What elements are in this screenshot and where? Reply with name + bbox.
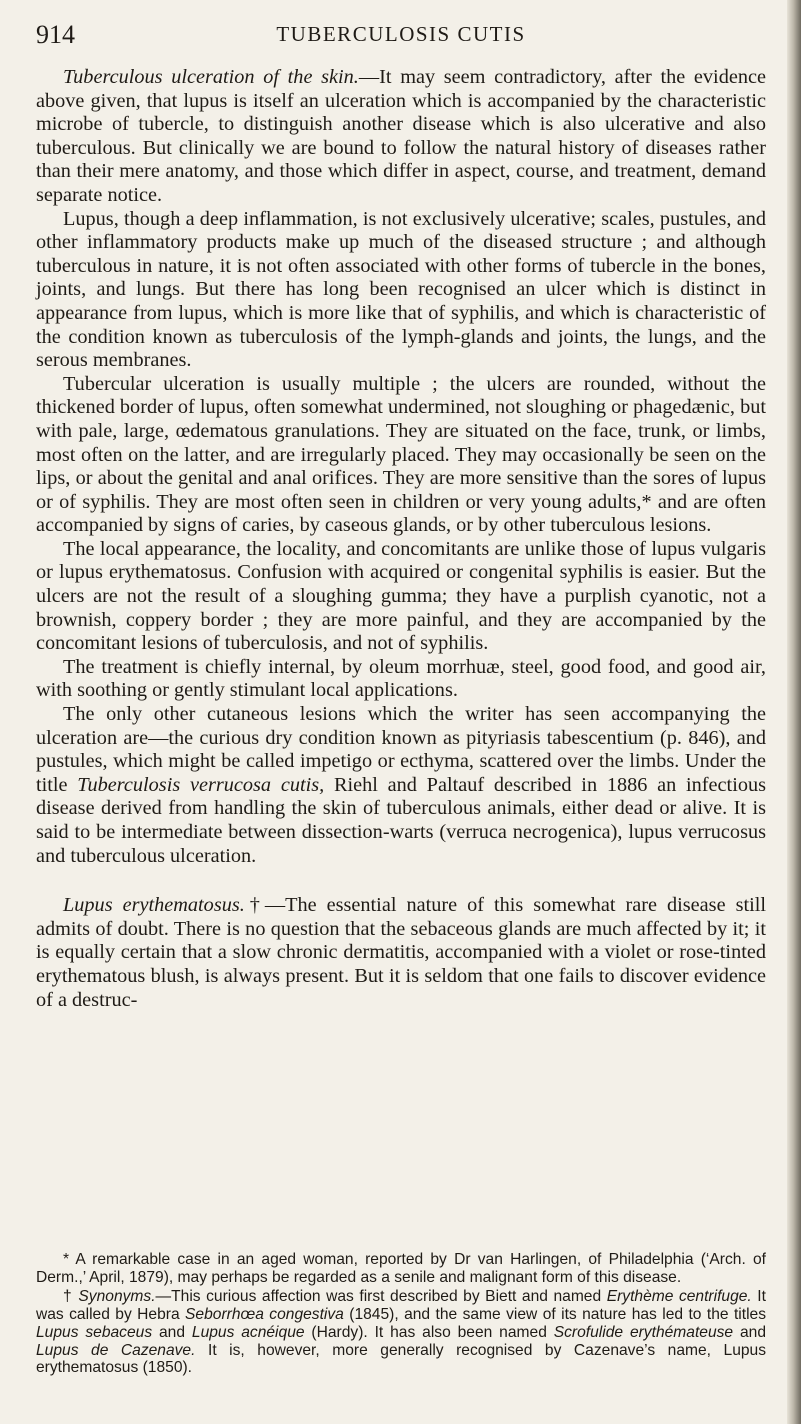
body-text — [36, 66, 766, 1012]
footnote-mark: † — [63, 1288, 73, 1306]
section-heading-tuberculous-ulceration: Tuberculous ulceration of the skin. — [63, 66, 359, 88]
italic-term: Scrofulide erythémateuse — [553, 1323, 734, 1341]
italic-term-tuberculosis-verrucosa: Tuberculosis verrucosa cutis, — [77, 773, 325, 796]
paragraph-local-appearance: The local appearance, the locality, and concomitants are unlike those of lupus vulgaris or lupus erythematosus. Confusion with acquired or congenital syphilis is easier. But the ulcers are not the result of a sloughing gumma; they have a purplish cyanotic, not a brownish, coppery border ; they are more painful, and they are accompanied by the concomitant lesions of tuberculosis, and not of syphilis. — [36, 537, 766, 655]
footnote-star: * A remarkable case in an aged woman, reported by Dr van Harlingen, of Philadelphia (‘Arch. of Derm.,’ April, 1879), may perhaps be regarded as a senile and malignant form of this disease. — [36, 1251, 766, 1286]
footnote-text: It was called by Hebra — [36, 1288, 766, 1324]
footnote-text: —This curious affection was first described by Biett and named — [155, 1288, 607, 1306]
footnote-mark-dagger: † — [244, 894, 265, 917]
paragraph-text: Riehl and Paltauf described in 1886 an infectious disease derived from handling the skin of tuberculous animals, either dead or alive. It is said to be intermediate between dissection-warts (verruca necrogenica), lupus verrucosus and tuberculous ulceration. — [36, 773, 766, 867]
footnote-text: (1845), and the same view of its nature has led to the titles — [343, 1306, 767, 1324]
footnote-dagger — [36, 1288, 766, 1377]
italic-term: Lupus acnéique — [191, 1323, 305, 1341]
footnote-text: (Hardy). It has also been named — [304, 1323, 554, 1341]
italic-term: Seborrhœa congestiva — [185, 1306, 344, 1324]
page-number: 914 — [36, 20, 75, 49]
paragraph-tuberculous-ulceration — [36, 66, 766, 208]
italic-term: Lupus sebaceus — [36, 1323, 153, 1341]
paragraph-treatment: The treatment is chiefly internal, by oleum morrhuæ, steel, good food, and good air, with soothing or gently stimulant local applications. — [36, 655, 766, 702]
italic-term: Erythème centrifuge. — [606, 1288, 752, 1306]
page-edge-shadow — [787, 0, 801, 1424]
section-heading-lupus-erythematosus: Lupus erythematosus. — [63, 894, 245, 917]
page-header — [36, 14, 766, 54]
paragraph-text: —The essential nature of this somewhat rare disease still admits of doubt. There is no question that the sebaceous glands are much affected by it; it is equally certain that a slow chronic dermatitis, accompanied with a violet or rose-tinted erythematous blush, is always present. But it is seldom that one fails to discover evidence of a destruc- — [36, 894, 767, 1011]
footnote-text: It is, however, more generally recognised by Cazenave’s name, Lupus erythematosus (1850). — [36, 1341, 767, 1377]
footnotes — [36, 1251, 766, 1377]
footnote-text: and — [733, 1323, 766, 1341]
paragraph-other-lesions — [36, 703, 766, 868]
paragraph-text: The only other cutaneous lesions which the writer has seen accompanying the ulceration are—the curious dry condition known as pityriasis tabescentium (p. 846), and pustules, which might be called impetigo or ecthyma, scattered over the limbs. Under the title — [36, 703, 766, 796]
italic-term: Lupus de Cazenave. — [36, 1341, 196, 1359]
paragraph-text: —It may seem contradictory, after the evidence above given, that lupus is itself an ulceration which is accompanied by the characteristic microbe of tubercle, to distinguish another disease which is also ulcerative and also tuberculous. But clinically we are bound to follow the natural history of diseases rather than their mere anatomy, and those which differ in aspect, course, and treatment, demand separate notice. — [36, 66, 766, 206]
paragraph-tubercular-ulceration: Tubercular ulceration is usually multiple ; the ulcers are rounded, without the thickened border of lupus, often somewhat undermined, not sloughing or phagedænic, but with pale, large, œdematous granulations. They are situated on the face, trunk, or limbs, most often on the latter, and are irregularly placed. They may occasionally be seen on the lips, or about the genital and anal orifices. They are more sensitive than the sores of lupus or of syphilis. They are most often seen in children or very young adults,* and are often accompanied by signs of caries, by caseous glands, or by other tuberculous lesions. — [36, 372, 766, 537]
paragraph-lupus-deep-inflammation: Lupus, though a deep inflammation, is not exclusively ulcerative; scales, pustules, and other inflammatory products make up much of the diseased structure ; and although tuberculous in nature, it is not often associated with other forms of tubercle in the bones, joints, and lungs. But there has long been recognised an ulcer which is distinct in appearance from lupus, which is more like that of syphilis, and which is characteristic of the condition known as tuberculosis of the lymph-glands and joints, the lungs, and the serous membranes. — [36, 207, 766, 372]
running-title: TUBERCULOSIS CUTIS — [276, 22, 526, 46]
paragraph-lupus-erythematosus — [36, 894, 766, 1012]
footnote-text: and — [152, 1323, 192, 1341]
footnote-label: Synonyms. — [78, 1288, 156, 1306]
